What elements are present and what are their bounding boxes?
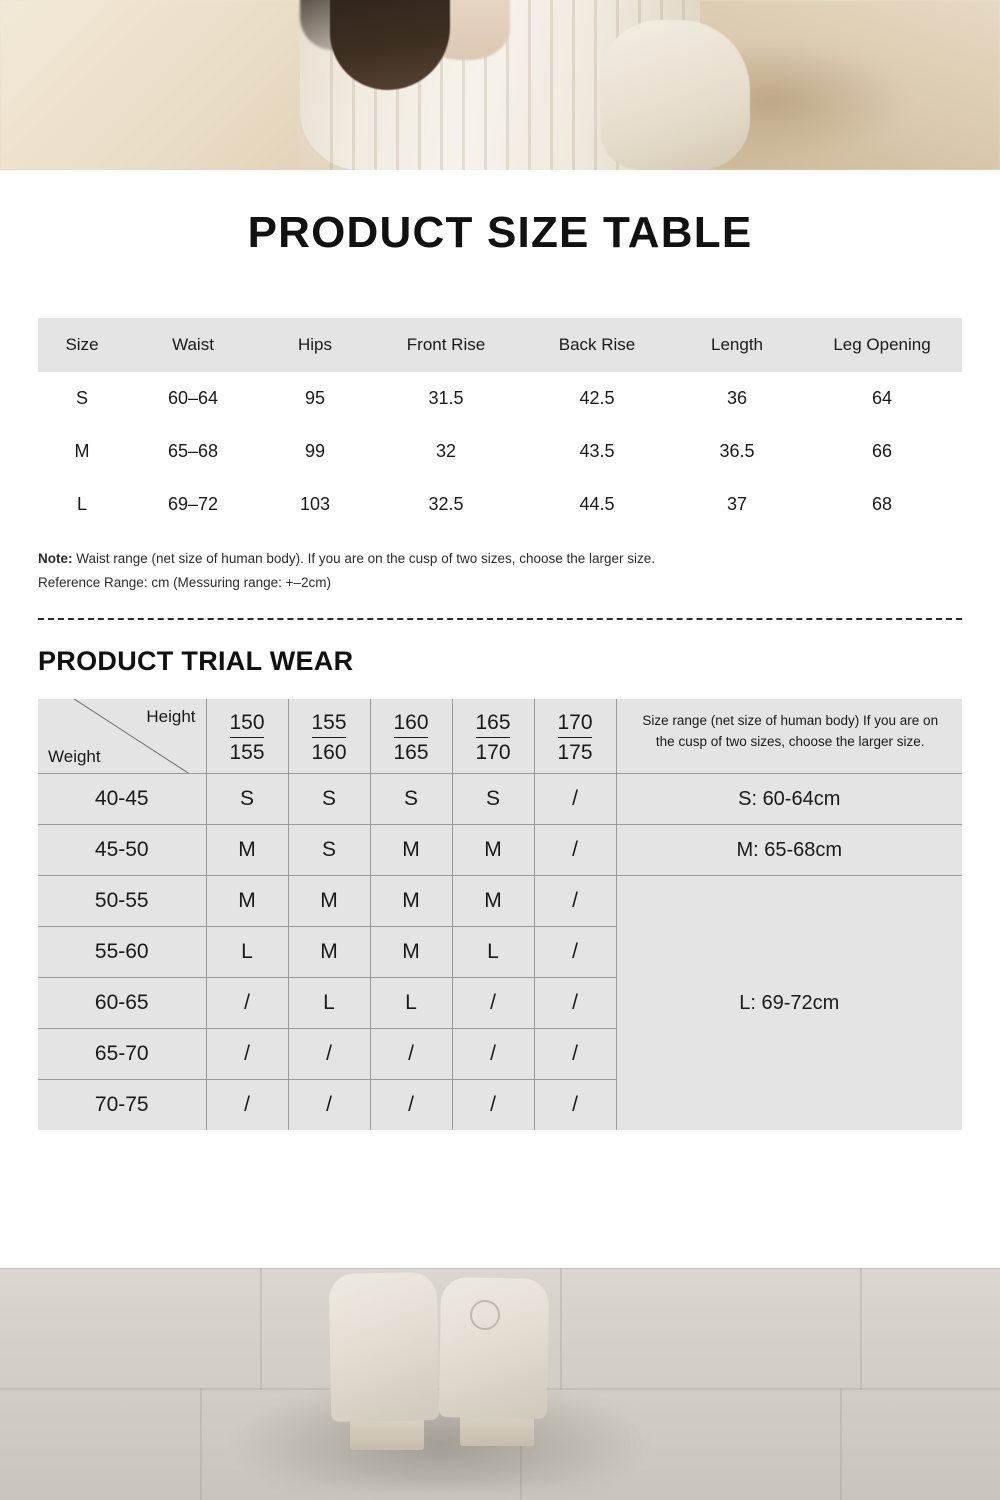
size-note-line-1 — [38, 547, 962, 571]
size-table-header-row — [38, 318, 962, 372]
legend-item-s: S: 60-64cm — [616, 774, 962, 825]
size-recommendation-cell: / — [534, 876, 616, 927]
hips-cell: 99 — [304, 441, 326, 461]
size-recommendation-cell: / — [206, 1080, 288, 1131]
boot-left — [329, 1272, 440, 1422]
size-recommendation-cell: S — [288, 774, 370, 825]
size-note — [38, 547, 962, 594]
back-rise-cell: 43.5 — [579, 441, 615, 461]
size-recommendation-cell: / — [534, 825, 616, 876]
size-table — [38, 318, 962, 531]
size-range-note: Size range (net size of human body) If you are on the cusp of two sizes, choose the larger size. — [616, 699, 962, 774]
legend-item-m: M: 65-68cm — [616, 825, 962, 876]
waist-cell: 60–64 — [167, 388, 219, 408]
size-recommendation-cell: L — [452, 927, 534, 978]
size-recommendation-cell: / — [452, 1029, 534, 1080]
height-range-to: 175 — [557, 740, 593, 764]
height-range-to: 160 — [311, 740, 347, 764]
height-range-to: 165 — [393, 740, 429, 764]
height-range-from: 160 — [393, 710, 429, 734]
length-cell: 36.5 — [719, 441, 755, 461]
size-note-line-2: Reference Range: cm (Messuring range: +–2cm) — [38, 574, 332, 590]
size-recommendation-cell: S — [370, 774, 452, 825]
size-recommendation-cell: S — [206, 774, 288, 825]
weight-range-cell: 45-50 — [38, 825, 206, 876]
size-table-header-cell: Waist — [126, 318, 260, 372]
size-recommendation-cell: / — [452, 978, 534, 1029]
page-title: PRODUCT SIZE TABLE — [247, 208, 753, 257]
size-recommendation-cell: / — [288, 1080, 370, 1131]
size-recommendation-cell: S — [288, 825, 370, 876]
size-cell: S — [75, 388, 88, 408]
leg-opening-cell: 68 — [871, 494, 893, 514]
weight-range-cell: 60-65 — [38, 978, 206, 1029]
waist-cell: 65–68 — [167, 441, 219, 461]
height-axis-label: Height — [146, 707, 196, 727]
model-photo-bottom — [0, 1268, 1000, 1500]
size-recommendation-cell: / — [534, 774, 616, 825]
axis-corner-cell — [38, 699, 206, 774]
height-range-from: 165 — [475, 710, 511, 734]
section-title-trial-wear: PRODUCT TRIAL WEAR — [38, 646, 354, 677]
size-recommendation-cell: / — [452, 1080, 534, 1131]
size-recommendation-cell: / — [534, 978, 616, 1029]
size-recommendation-cell: M — [206, 876, 288, 927]
boot-logo-icon — [470, 1300, 500, 1330]
range-separator — [312, 737, 346, 738]
table-row — [38, 425, 962, 478]
size-recommendation-cell: M — [288, 927, 370, 978]
size-recommendation-cell: M — [206, 825, 288, 876]
range-separator — [394, 737, 428, 738]
range-separator — [230, 737, 264, 738]
height-range-header — [452, 699, 534, 774]
height-range-header — [206, 699, 288, 774]
weight-axis-label: Weight — [48, 747, 101, 767]
height-range-header — [288, 699, 370, 774]
section-divider — [38, 618, 962, 620]
weight-range-cell: 50-55 — [38, 876, 206, 927]
front-rise-cell: 32 — [435, 441, 457, 461]
leg-opening-cell: 64 — [871, 388, 893, 408]
size-recommendation-cell: / — [370, 1029, 452, 1080]
back-rise-cell: 42.5 — [579, 388, 615, 408]
size-table-header-cell: Hips — [260, 318, 370, 372]
height-range-to: 170 — [475, 740, 511, 764]
table-row — [38, 774, 962, 825]
size-recommendation-cell: / — [206, 978, 288, 1029]
size-recommendation-cell: S — [452, 774, 534, 825]
height-range-header — [370, 699, 452, 774]
height-range-from: 155 — [311, 710, 347, 734]
weight-range-cell: 70-75 — [38, 1080, 206, 1131]
waist-cell: 69–72 — [167, 494, 219, 514]
size-table-header-cell: Size — [38, 318, 126, 372]
size-recommendation-cell: M — [288, 876, 370, 927]
size-cell: M — [74, 441, 90, 461]
table-row — [38, 372, 962, 425]
leg-opening-cell: 66 — [871, 441, 893, 461]
size-recommendation-cell: M — [370, 876, 452, 927]
model-arm — [600, 20, 750, 170]
size-recommendation-cell: L — [288, 978, 370, 1029]
height-range-to: 155 — [229, 740, 265, 764]
size-recommendation-cell: / — [534, 1029, 616, 1080]
model-photo-top — [0, 0, 1000, 170]
front-rise-cell: 31.5 — [428, 388, 464, 408]
range-separator — [476, 737, 510, 738]
back-rise-cell: 44.5 — [579, 494, 615, 514]
size-recommendation-cell: M — [452, 876, 534, 927]
size-table-header-cell: Length — [672, 318, 802, 372]
hips-cell: 95 — [304, 388, 326, 408]
size-recommendation-cell: M — [370, 927, 452, 978]
legend-item-l: L: 69-72cm — [739, 991, 840, 1014]
size-recommendation-cell: L — [370, 978, 452, 1029]
weight-range-cell: 40-45 — [38, 774, 206, 825]
photo-background-left — [0, 0, 300, 170]
length-cell: 37 — [726, 494, 748, 514]
table-row — [38, 825, 962, 876]
length-cell: 36 — [726, 388, 748, 408]
size-cell: L — [76, 494, 87, 514]
note-text: Waist range (net size of human body). If you are on the cusp of two sizes, choose the larger size. — [72, 551, 656, 566]
size-recommendation-cell: / — [534, 927, 616, 978]
size-recommendation-cell: / — [206, 1029, 288, 1080]
size-recommendation-cell: / — [534, 1080, 616, 1131]
trial-wear-table — [38, 699, 962, 1130]
table-row — [38, 876, 962, 927]
size-recommendation-cell: / — [370, 1080, 452, 1131]
size-recommendation-cell: M — [370, 825, 452, 876]
weight-range-cell: 65-70 — [38, 1029, 206, 1080]
height-range-from: 150 — [229, 710, 265, 734]
weight-range-cell: 55-60 — [38, 927, 206, 978]
size-recommendation-cell: M — [452, 825, 534, 876]
size-recommendation-cell: / — [288, 1029, 370, 1080]
height-range-from: 170 — [557, 710, 593, 734]
note-label: Note: — [38, 551, 73, 566]
table-row — [38, 478, 962, 531]
trial-wear-table-wrapper — [38, 699, 962, 1130]
range-separator — [558, 737, 592, 738]
boot-right — [439, 1277, 549, 1419]
hips-cell: 103 — [299, 494, 331, 514]
size-table-header-cell: Front Rise — [370, 318, 522, 372]
content-area — [0, 170, 1000, 1268]
height-range-header — [534, 699, 616, 774]
size-table-header-cell: Leg Opening — [802, 318, 962, 372]
size-recommendation-cell: L — [206, 927, 288, 978]
front-rise-cell: 32.5 — [428, 494, 464, 514]
size-table-header-cell: Back Rise — [522, 318, 672, 372]
trial-header-row — [38, 699, 962, 774]
